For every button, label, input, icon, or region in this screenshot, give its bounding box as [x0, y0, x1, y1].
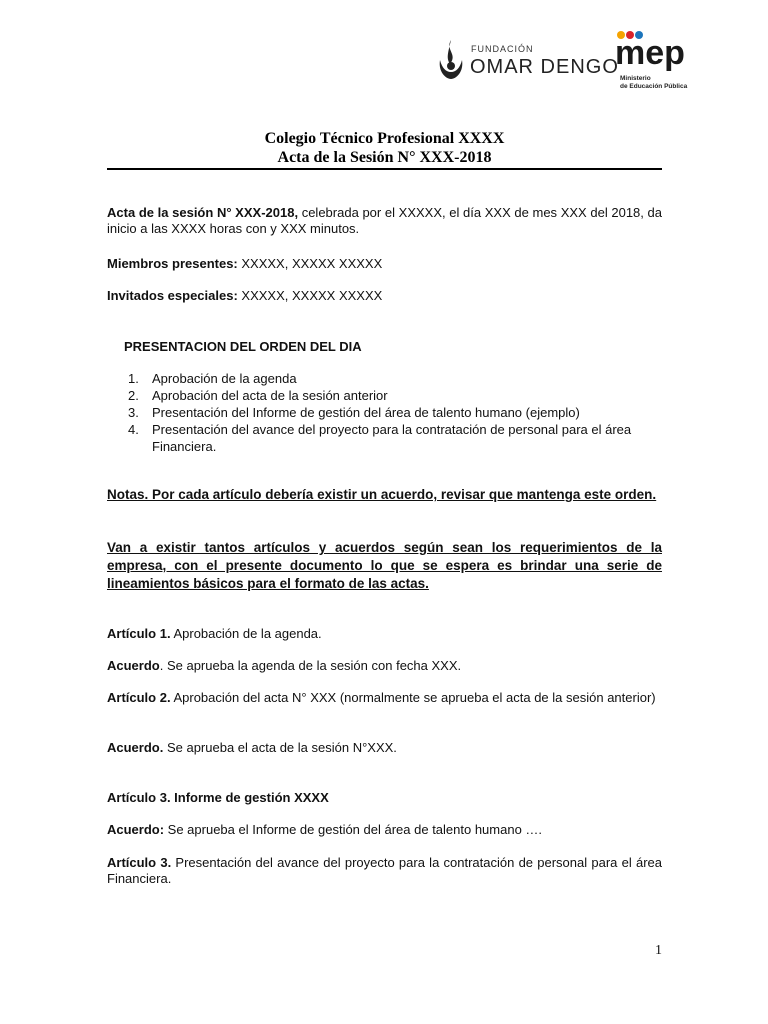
agreement-2-label: Acuerdo.: [107, 740, 164, 755]
agenda-item: [107, 370, 662, 387]
agenda-item-number: 3.: [128, 405, 139, 420]
guests-paragraph: [107, 288, 662, 304]
mep-subtitle-line-1: Ministerio: [620, 75, 651, 82]
flame-logo-icon: [436, 38, 466, 80]
title-line-1: Colegio Técnico Profesional XXXX: [264, 130, 505, 147]
note-guidelines: Van a existir tantos artículos y acuerdos según sean los requerimientos de la empresa, con el presente documento lo que se espera es brindar una serie de lineamientos básicos para el formato de las actas.: [107, 540, 662, 591]
agreement-3: [107, 822, 662, 838]
agenda-item-text: Aprobación de la agenda: [152, 371, 297, 386]
guests-value: XXXXX, XXXXX XXXXX: [237, 288, 383, 303]
title-divider: [107, 168, 662, 170]
mep-wordmark-icon: [615, 30, 695, 74]
agenda-item: [107, 421, 662, 455]
article-1-text: Aprobación de la agenda.: [170, 626, 322, 641]
note-order: Notas. Por cada artículo debería existir un acuerdo, revisar que mantenga este orden.: [107, 487, 657, 502]
agreement-3-text: Se aprueba el Informe de gestión del área de talento humano ….: [164, 822, 543, 837]
article-1-label: Artículo 1.: [107, 626, 171, 641]
page-number: 1: [655, 943, 662, 958]
agenda-list: [107, 370, 662, 455]
intro-lead: Acta de la sesión N° XXX-2018,: [107, 205, 299, 220]
agreement-2-text: Se aprueba el acta de la sesión N°XXX.: [163, 740, 397, 755]
agenda-item-number: 4.: [128, 422, 139, 437]
members-value: XXXXX, XXXXX XXXXX: [237, 256, 383, 271]
members-label: Miembros presentes:: [107, 256, 238, 271]
logo-fod-name-text: OMAR DENGO: [470, 56, 619, 78]
article-1: [107, 626, 662, 642]
logo-fod-small-text: FUNDACIÓN: [471, 44, 534, 54]
mep-wordmark-text: mep: [615, 34, 685, 72]
mep-subtitle-line-2: de Educación Pública: [620, 82, 688, 90]
members-paragraph: [107, 256, 662, 272]
agreement-3-label: Acuerdo:: [107, 822, 165, 837]
article-2-text: Aprobación del acta N° XXX (normalmente se aprueba el acta de la sesión anterior): [170, 690, 656, 705]
agenda-heading: PRESENTACION DEL ORDEN DEL DIA: [124, 339, 362, 354]
title-line-2: Acta de la Sesión N° XXX-2018: [277, 149, 492, 166]
article-2: [107, 690, 662, 706]
agreement-2: [107, 740, 662, 756]
agreement-1: [107, 658, 662, 674]
mep-logo: [615, 30, 697, 94]
article-3-text: Presentación del avance del proyecto para la contratación de personal para el área Financiera.: [107, 855, 662, 886]
agenda-item: [107, 404, 662, 421]
document-title: [107, 129, 662, 167]
guests-label: Invitados especiales:: [107, 288, 238, 303]
fundacion-omar-dengo-logo: [436, 38, 619, 82]
agreement-1-text: . Se aprueba la agenda de la sesión con fecha XXX.: [159, 658, 462, 673]
agenda-item: [107, 387, 662, 404]
agenda-item-number: 1.: [128, 371, 139, 386]
intro-paragraph: [107, 205, 662, 237]
agreement-1-label: Acuerdo: [107, 658, 160, 673]
agenda-item-number: 2.: [128, 388, 139, 403]
agenda-item-text: Presentación del avance del proyecto para la contratación de personal para el área Financiera.: [152, 422, 632, 454]
article-3-heading: [107, 790, 662, 806]
article-2-label: Artículo 2.: [107, 690, 171, 705]
article-3-label: Artículo 3.: [107, 855, 172, 870]
agenda-item-text: Aprobación del acta de la sesión anterior: [152, 388, 388, 403]
article-3-heading-label: Artículo 3. Informe de gestión XXXX: [107, 790, 329, 805]
mep-subtitle: [620, 75, 706, 90]
intro-text: celebrada por el XXXXX, el día XXX de mes XXX del 2018, da inicio a las XXXX horas con y XXX minutos.: [107, 205, 662, 236]
agenda-item-text: Presentación del Informe de gestión del área de talento humano (ejemplo): [152, 405, 580, 420]
article-3: [107, 855, 662, 887]
